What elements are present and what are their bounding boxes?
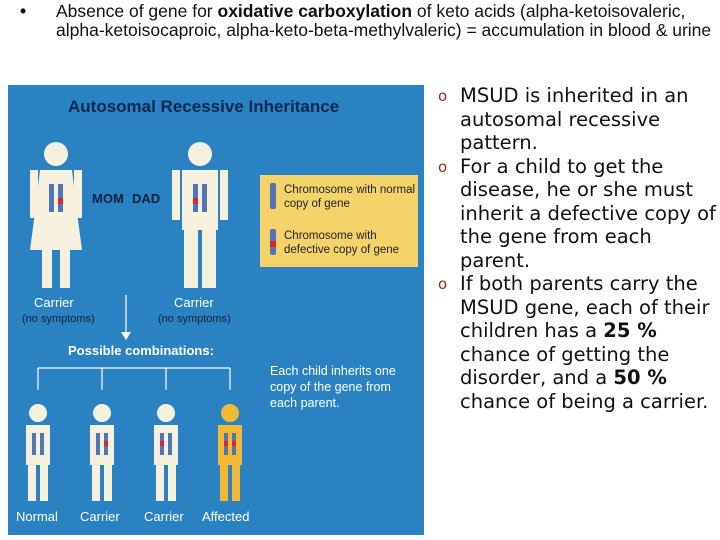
defect-marker-icon [270, 241, 276, 247]
legend-normal: Chromosome with normal copy of gene [284, 184, 416, 210]
point-text: For a child to get the disease, he or she must inherit a defective copy of the gene from each parent. [460, 154, 716, 272]
carrier-left-note: (no symptoms) [22, 313, 95, 325]
intro-bold: oxidative carboxylation [217, 1, 413, 21]
legend-defective: Chromosome with defective copy of gene [284, 230, 400, 256]
dad-label: DAD [132, 191, 161, 206]
msud-points [438, 84, 716, 413]
mom-label: MOM [92, 191, 124, 206]
carrier-right-note: (no symptoms) [158, 313, 231, 325]
legend [260, 175, 418, 267]
mom-figure [26, 140, 86, 290]
carrier-right-label: Carrier [174, 295, 214, 310]
child-label-carrier-1: Carrier [80, 509, 120, 524]
intro-text [56, 2, 716, 40]
point-child-disease [438, 155, 716, 273]
child-affected-figure [210, 403, 250, 503]
intro-prefix: Absence of gene for [56, 1, 218, 21]
point-text: chance of getting the disorder, and a [460, 342, 670, 389]
point-text: MSUD is inherited in an autosomal recessive pattern. [460, 84, 689, 154]
circle-bullet-icon: o [438, 275, 448, 293]
dad-figure [170, 140, 230, 290]
risk-affected-percent: 25 % [603, 319, 657, 342]
child-carrier-figure-2 [146, 403, 186, 503]
circle-bullet-icon: o [438, 157, 448, 176]
possible-combinations: Possible combinations: [68, 343, 214, 358]
inheritance-diagram [8, 85, 424, 535]
circle-bullet-icon: o [438, 87, 448, 105]
point-text: chance of being a carrier. [460, 389, 709, 413]
point-inheritance-pattern [438, 84, 716, 155]
inherit-note: Each child inherits one copy of the gene from each parent. [270, 364, 396, 410]
carrier-left-label: Carrier [34, 295, 74, 310]
intro-suffix: of keto acids (alpha-ketoisovaleric, alpha-ketoisocaproic, alpha-keto-beta-methylvaleric) = accumulation in blood & urine [56, 1, 712, 40]
child-label-normal: Normal [16, 509, 58, 524]
child-label-carrier-2: Carrier [144, 509, 184, 524]
child-carrier-figure-1 [82, 403, 122, 503]
child-label-affected: Affected [202, 509, 250, 524]
child-normal-figure [18, 403, 58, 503]
bullet-mark: • [20, 1, 27, 21]
point-text: If both parents carry the MSUD gene, each of their children has a [460, 272, 710, 342]
point-risk [438, 272, 716, 413]
diagram-title: Autosomal Recessive Inheritance [68, 97, 340, 116]
normal-chromosome-icon [270, 183, 276, 209]
risk-carrier-percent: 50 % [613, 366, 667, 389]
